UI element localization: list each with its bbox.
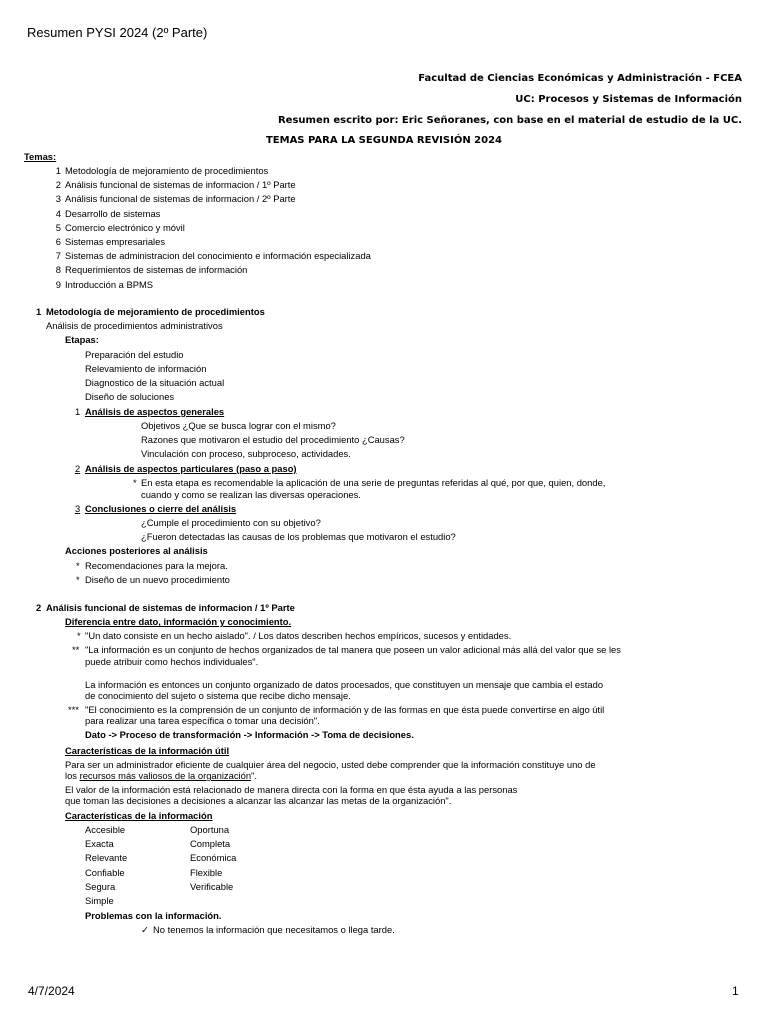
document-title: Resumen PYSI 2024 (2º Parte) — [27, 25, 208, 40]
dato-definition: "Un dato consiste en un hecho aislado". / Los datos describen hechos empíricos, sucesos y entidades. — [85, 630, 512, 641]
caracteristica-item: Oportuna — [190, 824, 230, 835]
caracteristica-item: Accesible — [85, 824, 126, 835]
analisis-2-line: cuando y como se realizan las diversas operaciones. — [141, 489, 361, 500]
caracteristica-item: Flexible — [190, 867, 223, 878]
informacion-definition-line: puede atribuir como hechos individuales". — [85, 656, 259, 667]
tema-number: 7 — [55, 250, 61, 261]
tema-number: 6 — [55, 236, 61, 247]
caracteristica-item: Exacta — [85, 838, 114, 849]
tema-number: 4 — [55, 208, 61, 219]
header-course: UC: Procesos y Sistemas de Información — [515, 94, 742, 105]
tema-item: Comercio electrónico y móvil — [65, 222, 185, 233]
etapa-item: Relevamiento de información — [85, 363, 207, 374]
section-2-title: Análisis funcional de sistemas de informacion / 1º Parte — [46, 602, 295, 613]
util-title: Características de la información útil — [65, 745, 230, 756]
footer-date: 4/7/2024 — [28, 984, 75, 998]
caracteristica-item: Verificable — [190, 881, 234, 892]
tema-number: 3 — [55, 193, 61, 204]
etapa-item: Diseño de soluciones — [85, 391, 175, 402]
etapas-label: Etapas: — [65, 334, 99, 345]
caracteristica-item: Económica — [190, 852, 237, 863]
tema-item: Desarrollo de sistemas — [65, 208, 161, 219]
analisis-3-number: 3 — [75, 503, 81, 514]
util-paragraph-line: que toman las decisiones a decisiones a alcanzar las alcanzar las metas de la organización". — [65, 795, 452, 806]
tema-number: 1 — [55, 165, 61, 176]
util-text: ". — [251, 770, 257, 781]
header-author: Resumen escrito por: Eric Señoranes, con base en el material de estudio de la UC. — [277, 115, 742, 126]
analisis-1-item: Razones que motivaron el estudio del procedimiento ¿Causas? — [141, 434, 405, 445]
etapa-item: Preparación del estudio — [85, 349, 184, 360]
analisis-3-item: ¿Fueron detectadas las causas de los problemas que motivaron el estudio? — [141, 531, 456, 542]
caracteristica-item: Segura — [85, 881, 116, 892]
accion-item: Recomendaciones para la mejora. — [85, 560, 228, 571]
util-paragraph-line: Para ser un administrador eficiente de cualquier área del negocio, usted debe comprender que la información constituye uno de — [65, 759, 596, 770]
util-paragraph-line — [65, 769, 257, 782]
etapa-item: Diagnostico de la situación actual — [85, 377, 225, 388]
analisis-1-number: 1 — [75, 406, 81, 417]
accion-item: Diseño de un nuevo procedimiento — [85, 574, 230, 585]
analisis-2-line: En esta etapa es recomendable la aplicación de una serie de preguntas referidas al qué, por que, quien, donde, — [141, 477, 606, 488]
analisis-3-title: Conclusiones o cierre del análisis — [85, 503, 237, 514]
informacion-definition-line: "La información es un conjunto de hechos organizados de tal manera que poseen un valor adicional más allá del valor que se les — [85, 644, 621, 655]
util-text: los — [65, 770, 80, 781]
asterisk-mark: * — [76, 574, 80, 585]
footer-page-number: 1 — [732, 984, 739, 998]
problemas-label: Problemas con la información. — [85, 910, 222, 921]
tema-number: 5 — [55, 222, 61, 233]
caracteristicas-title: Características de la información — [65, 810, 213, 821]
analisis-2-title: Análisis de aspectos particulares (paso a paso) — [85, 463, 297, 474]
acciones-label: Acciones posteriores al análisis — [65, 545, 208, 556]
util-paragraph-line: El valor de la información está relacionado de manera directa con la forma en que ésta ayuda a las personas — [65, 784, 518, 795]
analisis-1-item: Objetivos ¿Que se busca lograr con el mismo? — [141, 420, 336, 431]
tema-item: Introducción a BPMS — [65, 279, 154, 290]
asterisk-mark: * — [77, 630, 81, 641]
main-title: TEMAS PARA LA SEGUNDA REVISIÓN 2024 — [265, 135, 503, 146]
tema-item: Análisis funcional de sistemas de informacion / 2º Parte — [65, 193, 296, 204]
tema-item: Análisis funcional de sistemas de informacion / 1º Parte — [65, 179, 296, 190]
tema-item: Sistemas empresariales — [65, 236, 166, 247]
temas-label: Temas: — [24, 151, 57, 162]
caracteristica-item: Completa — [190, 838, 231, 849]
analisis-3-item: ¿Cumple el procedimiento con su objetivo? — [141, 517, 321, 528]
informacion-paragraph-line: La información es entonces un conjunto organizado de datos procesados, que constituyen un mensaje que cambia el estado — [85, 679, 604, 690]
problema-item: No tenemos la información que necesitamos o llega tarde. — [153, 924, 395, 935]
caracteristica-item: Relevante — [85, 852, 128, 863]
informacion-paragraph-line: de conocimiento del sujeto o sistema que recibe dicho mensaje. — [85, 690, 351, 701]
analisis-1-item: Vinculación con proceso, subproceso, actividades. — [141, 448, 351, 459]
section-2-number: 2 — [36, 602, 42, 613]
tema-number: 2 — [55, 179, 61, 190]
flow-line: Dato -> Proceso de transformación -> Información -> Toma de decisiones. — [85, 729, 414, 740]
asterisk-mark: *** — [68, 704, 79, 715]
analisis-1-title: Análisis de aspectos generales — [85, 406, 225, 417]
tema-item: Metodología de mejoramiento de procedimientos — [65, 165, 269, 176]
check-icon: ✓ — [141, 924, 149, 935]
section-1-subtitle: Análisis de procedimientos administrativos — [46, 320, 223, 331]
caracteristica-item: Confiable — [85, 867, 125, 878]
conocimiento-definition-line: "El conocimiento es la comprensión de un conjunto de información y de las formas en que ésta puede convertirse en algo útil — [85, 704, 605, 715]
caracteristica-item: Simple — [85, 895, 114, 906]
asterisk-mark: * — [76, 560, 80, 571]
asterisk-mark: ** — [72, 644, 80, 655]
tema-item: Sistemas de administracion del conocimiento e información especializada — [65, 250, 371, 261]
tema-item: Requerimientos de sistemas de información — [65, 264, 248, 275]
asterisk-mark: * — [133, 477, 137, 488]
section-1-number: 1 — [36, 306, 42, 317]
analisis-2-number: 2 — [75, 463, 81, 474]
conocimiento-definition-line: para realizar una tarea específica o tomar una decisión". — [85, 715, 320, 726]
diferencia-title: Diferencia entre dato, información y conocimiento. — [65, 616, 292, 627]
header-faculty: Facultad de Ciencias Económicas y Administración - FCEA — [418, 73, 742, 84]
util-underlined-text: recursos más valiosos de la organización — [79, 770, 252, 781]
tema-number: 8 — [55, 264, 61, 275]
section-1-title: Metodología de mejoramiento de procedimientos — [46, 306, 265, 317]
tema-number: 9 — [55, 279, 61, 290]
